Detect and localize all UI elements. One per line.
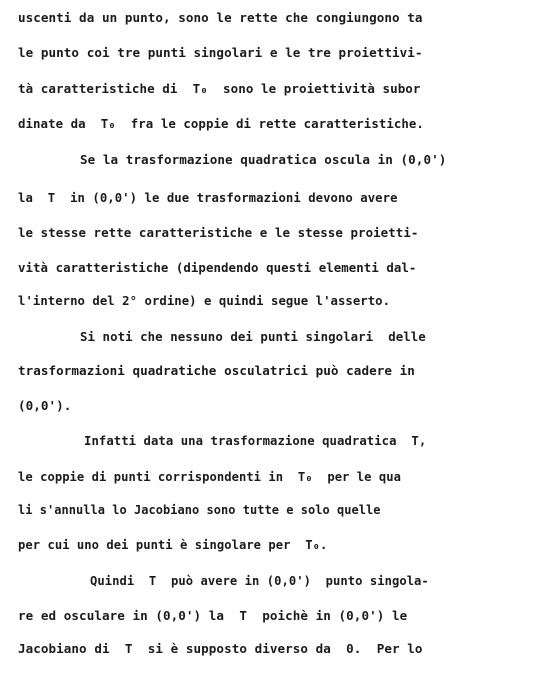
text-line: trasformazioni quadratiche osculatrici può cadere in xyxy=(18,363,415,378)
text-line: vità caratteristiche (dipendendo questi elementi dal- xyxy=(18,260,417,275)
text-line: tà caratteristiche di T₀ sono le proiettività subor xyxy=(18,81,421,96)
text-line: Quindi T può avere in (0,0') punto singola- xyxy=(90,573,429,588)
text-line: Jacobiano di T si è supposto diverso da 0. Per lo xyxy=(18,641,423,656)
text-line: per cui uno dei punti è singolare per T₀. xyxy=(18,537,328,552)
text-line: li s'annulla lo Jacobiano sono tutte e solo quelle xyxy=(18,502,381,517)
text-line: le stesse rette caratteristiche e le stesse proietti- xyxy=(18,225,419,240)
text-line: re ed osculare in (0,0') la T poichè in (0,0') le xyxy=(18,608,408,623)
text-line: (0,0'). xyxy=(18,398,72,413)
text-line: uscenti da un punto, sono le rette che congiungono ta xyxy=(18,10,423,25)
text-line: Si noti che nessuno dei punti singolari delle xyxy=(80,329,426,344)
text-line: le coppie di punti corrispondenti in T₀ per le qua xyxy=(18,469,401,484)
text-line: la T in (0,0') le due trasformazioni devono avere xyxy=(18,190,398,205)
text-line: dinate da T₀ fra le coppie di rette caratteristiche. xyxy=(18,116,424,131)
text-line: Se la trasformazione quadratica oscula in (0,0') xyxy=(80,152,447,167)
text-line: le punto coi tre punti singolari e le tre proiettivi- xyxy=(18,45,423,60)
text-line: Infatti data una trasformazione quadratica T, xyxy=(84,433,427,448)
text-line: l'interno del 2° ordine) e quindi segue l'asserto. xyxy=(18,293,391,308)
